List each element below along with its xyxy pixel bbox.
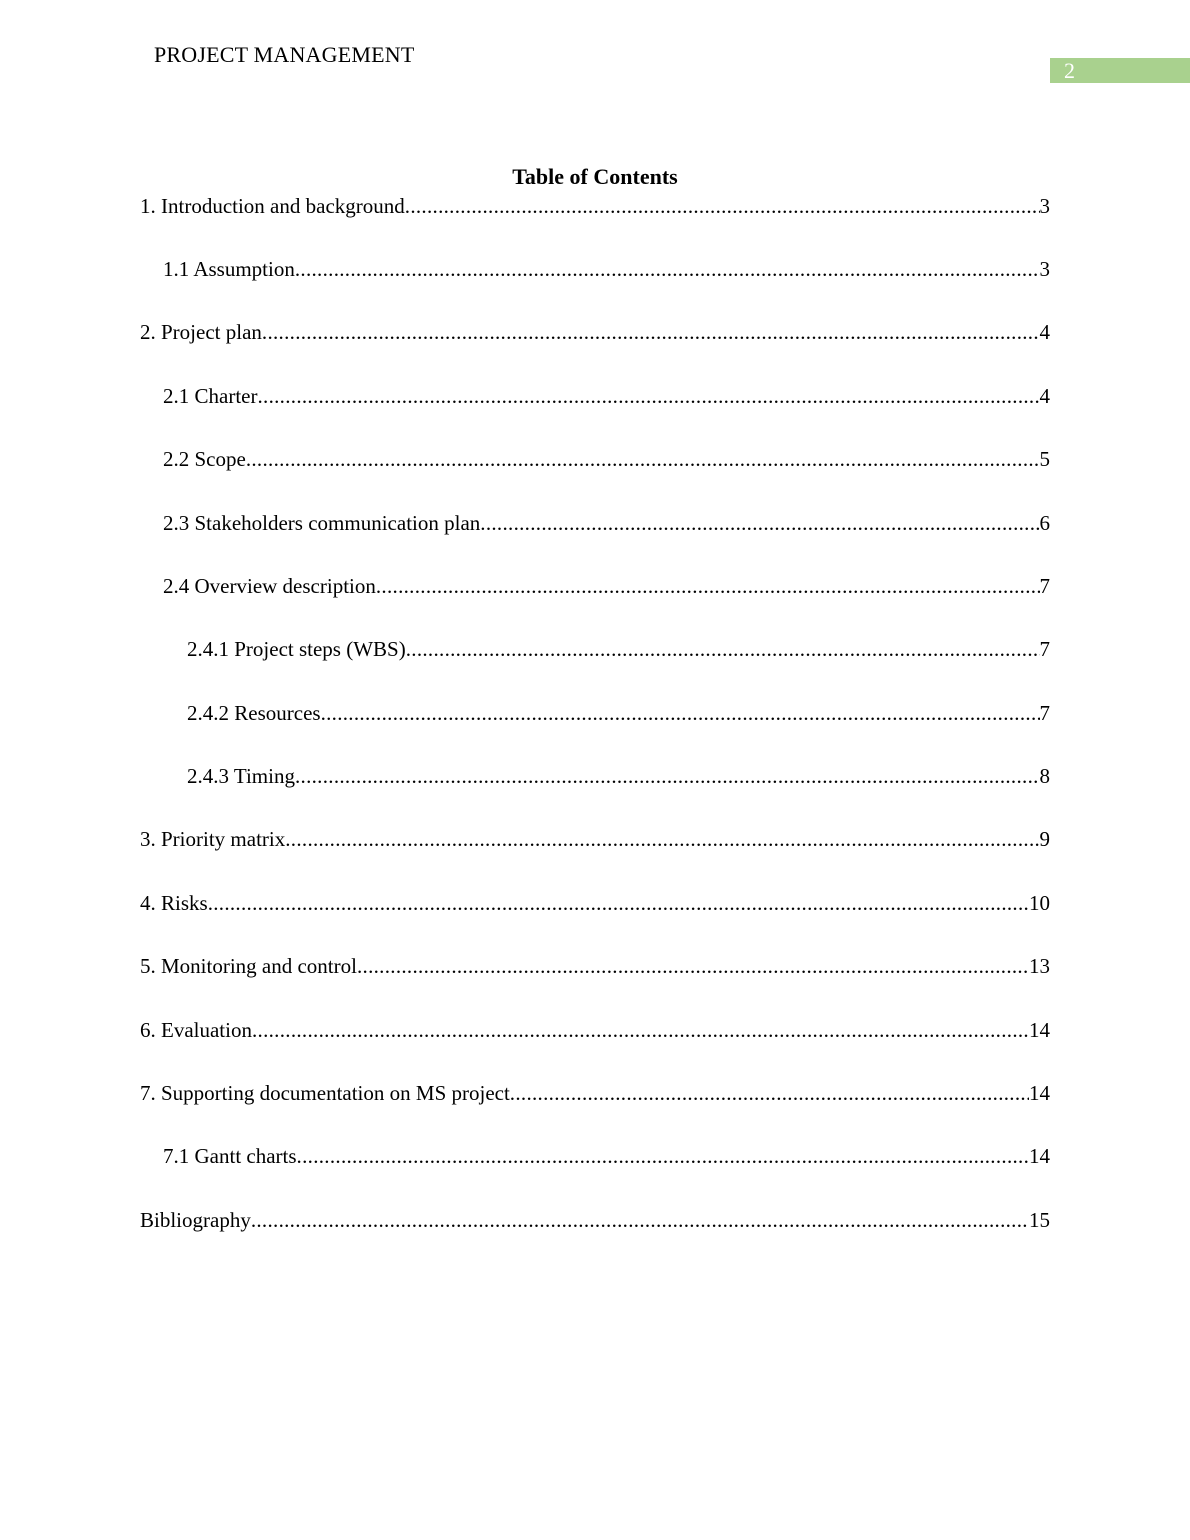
dot-leader bbox=[252, 1016, 1029, 1044]
dot-leader bbox=[405, 192, 1040, 220]
running-header: PROJECT MANAGEMENT bbox=[154, 42, 415, 67]
toc-entry-label: 2.3 Stakeholders communication plan bbox=[163, 511, 481, 535]
toc-entry-label: 2.4.3 Timing bbox=[187, 764, 295, 788]
dot-leader bbox=[376, 572, 1040, 600]
toc-entry[interactable] bbox=[163, 509, 1050, 537]
toc-entry-label: 2.1 Charter bbox=[163, 384, 258, 408]
toc-entry[interactable] bbox=[140, 318, 1050, 346]
toc-entry-page: 7 bbox=[1039, 637, 1050, 661]
toc-entry[interactable] bbox=[187, 762, 1050, 790]
toc-entry-label: 2.4.1 Project steps (WBS) bbox=[187, 637, 406, 661]
toc-entry[interactable] bbox=[187, 635, 1050, 663]
toc-entry-page: 4 bbox=[1039, 320, 1050, 344]
dot-leader bbox=[297, 1142, 1029, 1170]
toc-entry-label: 2. Project plan bbox=[140, 320, 262, 344]
toc-entry-page: 7 bbox=[1039, 701, 1050, 725]
toc-entry-page: 10 bbox=[1029, 891, 1050, 915]
toc-entry-page: 8 bbox=[1039, 764, 1050, 788]
toc-entry[interactable] bbox=[163, 382, 1050, 410]
toc-entry-page: 13 bbox=[1029, 954, 1050, 978]
toc-title: Table of Contents bbox=[512, 164, 678, 189]
toc-entry-label: 4. Risks bbox=[140, 891, 208, 915]
toc-entry-page: 14 bbox=[1029, 1081, 1050, 1105]
toc-entry[interactable] bbox=[140, 192, 1050, 220]
toc-entry-label: 3. Priority matrix bbox=[140, 827, 286, 851]
toc-entry[interactable] bbox=[140, 1016, 1050, 1044]
page-number-badge bbox=[1050, 58, 1190, 83]
toc-entry-label: 7.1 Gantt charts bbox=[163, 1144, 297, 1168]
toc-entry-page: 14 bbox=[1029, 1144, 1050, 1168]
dot-leader bbox=[480, 509, 1039, 537]
toc-entry[interactable] bbox=[163, 445, 1050, 473]
toc-entry[interactable] bbox=[140, 825, 1050, 853]
toc-entry-label: 5. Monitoring and control bbox=[140, 954, 357, 978]
toc-entry-label: 1.1 Assumption bbox=[163, 257, 295, 281]
dot-leader bbox=[321, 699, 1040, 727]
toc-entry-label: 2.4.2 Resources bbox=[187, 701, 321, 725]
toc-entry-label: 6. Evaluation bbox=[140, 1018, 252, 1042]
dot-leader bbox=[357, 952, 1029, 980]
dot-leader bbox=[262, 318, 1040, 346]
dot-leader bbox=[406, 635, 1040, 663]
toc-entry-page: 4 bbox=[1039, 384, 1050, 408]
dot-leader bbox=[251, 1206, 1029, 1234]
dot-leader bbox=[510, 1079, 1029, 1107]
dot-leader bbox=[208, 889, 1029, 917]
toc-entry-page: 15 bbox=[1029, 1208, 1050, 1232]
dot-leader bbox=[295, 762, 1040, 790]
toc-entry[interactable] bbox=[163, 572, 1050, 600]
toc-entry-label: 1. Introduction and background bbox=[140, 194, 405, 218]
toc-entry[interactable] bbox=[187, 699, 1050, 727]
page-number: 2 bbox=[1064, 58, 1075, 83]
toc-entry[interactable] bbox=[163, 1142, 1050, 1170]
toc-entry[interactable] bbox=[140, 889, 1050, 917]
toc-entry[interactable] bbox=[140, 1079, 1050, 1107]
toc-entry[interactable] bbox=[140, 1206, 1050, 1234]
toc-entry[interactable] bbox=[140, 952, 1050, 980]
toc-entry-label: 7. Supporting documentation on MS project bbox=[140, 1081, 510, 1105]
dot-leader bbox=[246, 445, 1040, 473]
toc-entry-page: 3 bbox=[1039, 257, 1050, 281]
toc-entry-page: 3 bbox=[1039, 194, 1050, 218]
dot-leader bbox=[285, 825, 1039, 853]
dot-leader bbox=[257, 382, 1039, 410]
toc-entry-label: 2.2 Scope bbox=[163, 447, 246, 471]
toc-entry[interactable] bbox=[163, 255, 1050, 283]
toc-entry-page: 7 bbox=[1039, 574, 1050, 598]
dot-leader bbox=[295, 255, 1040, 283]
toc-entry-page: 14 bbox=[1029, 1018, 1050, 1042]
toc-entry-label: Bibliography bbox=[140, 1208, 251, 1232]
toc-entry-label: 2.4 Overview description bbox=[163, 574, 376, 598]
toc-entry-page: 9 bbox=[1039, 827, 1050, 851]
toc-entry-page: 6 bbox=[1039, 511, 1050, 535]
toc-entry-page: 5 bbox=[1039, 447, 1050, 471]
